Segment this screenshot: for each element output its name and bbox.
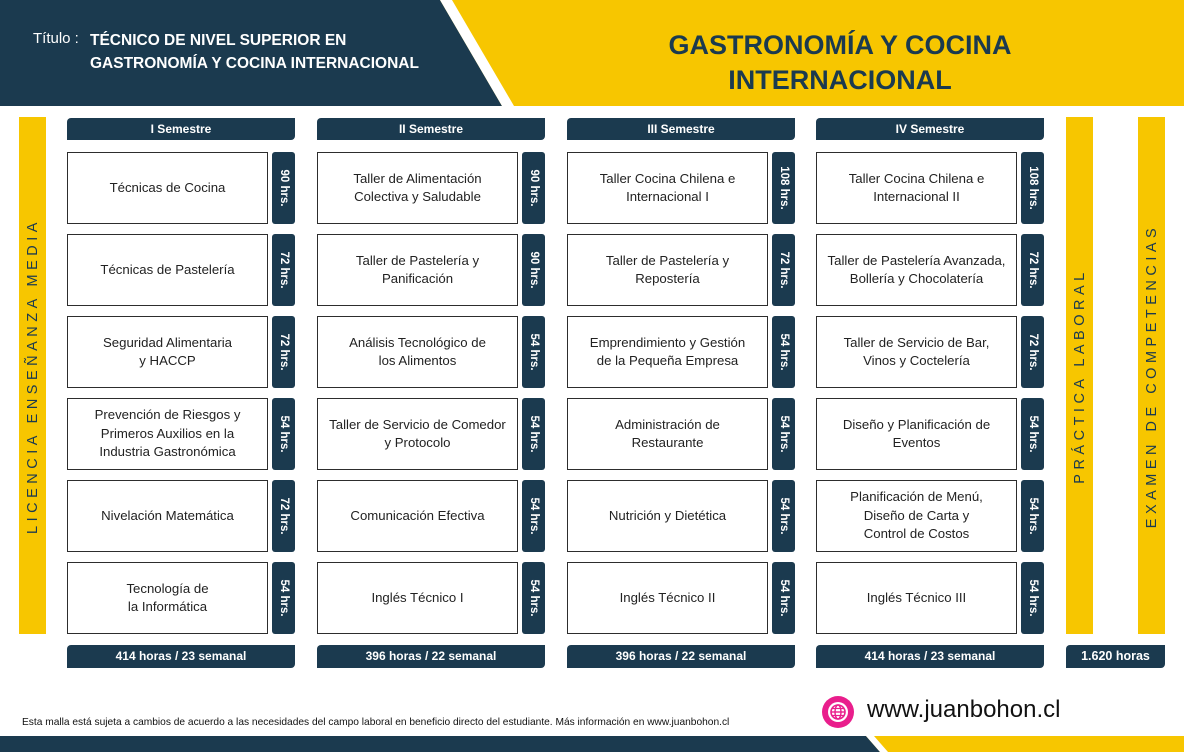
course-hours: 72 hrs. [1026,251,1039,289]
website-link[interactable]: www.juanbohon.cl [867,696,1061,723]
program-title-line: GASTRONOMÍA Y COCINA INTERNACIONAL [90,55,419,72]
course-name-line: Inglés Técnico I [371,589,464,605]
course-hours-badge [522,398,545,470]
course-name-line: Taller Cocina Chilena e [848,170,985,186]
course-hours: 90 hrs. [527,169,540,207]
course-hours: 54 hrs. [527,415,540,453]
course-hours-badge [772,562,795,634]
course-hours-badge [1021,480,1044,552]
course-card [816,398,1017,470]
course-name-line: Seguridad Alimentaria [102,334,233,350]
course-hours: 54 hrs. [527,579,540,617]
course-name-line: Prevención de Riesgos y [94,407,241,423]
course-hours: 54 hrs. [1026,497,1039,535]
course-name-line: Administración de [615,416,720,432]
course-name-line: Bollería y Chocolatería [849,271,984,286]
examen-bar [1138,117,1165,634]
course-hours-badge [522,152,545,224]
course-name-line: Taller de Servicio de Comedor [329,416,506,432]
course-hours: 54 hrs. [1026,415,1039,453]
course-name-line: Industria Gastronómica [99,444,236,460]
course-name-line: Nivelación Matemática [101,507,234,523]
course-hours: 72 hrs. [277,333,290,371]
course-name-line: Comunicación Efectiva [350,507,485,523]
course-card [567,480,768,552]
course-name-line: Emprendimiento y Gestión [589,334,746,350]
program-title-line: TÉCNICO DE NIVEL SUPERIOR EN [90,32,347,49]
semester-header: II Semestre [317,118,545,140]
course-name-line: Repostería [635,271,700,286]
course-card [67,562,268,634]
course-name-line: Nutrición y Dietética [608,507,727,523]
course-hours-badge [772,152,795,224]
course-name-line: Diseño de Carta y [863,507,970,523]
course-card [317,152,518,224]
course-hours: 54 hrs. [527,333,540,371]
footer-bar [0,736,1184,752]
course-hours: 108 hrs. [1026,166,1039,210]
globe-icon-glyph [822,696,854,728]
course-card [816,152,1017,224]
course-hours-badge [272,562,295,634]
course-card [567,152,768,224]
program-title [90,29,450,75]
course-hours-badge [1021,316,1044,388]
course-card [67,152,268,224]
course-hours-badge [772,234,795,306]
course-hours-badge [522,480,545,552]
course-name-line: Eventos [892,435,941,450]
course-hours: 54 hrs. [277,415,290,453]
course-name-line: Análisis Tecnológico de [349,334,486,350]
course-hours-badge [272,152,295,224]
course-name-line: Control de Costos [863,526,970,542]
course-name-line: y HACCP [139,353,196,368]
semester-header: I Semestre [67,118,295,140]
course-hours-badge [272,398,295,470]
total-hours: 1.620 horas [1066,645,1165,668]
licencia-bar [19,117,46,634]
course-hours: 54 hrs. [527,497,540,535]
course-name-line: Internacional I [626,189,709,204]
course-hours: 54 hrs. [777,333,790,371]
course-hours: 54 hrs. [777,579,790,617]
course-card [816,562,1017,634]
course-card [317,234,518,306]
course-hours: 54 hrs. [777,497,790,535]
course-hours: 72 hrs. [277,497,290,535]
course-hours-badge [1021,234,1044,306]
course-card [67,398,268,470]
course-hours: 54 hrs. [777,415,790,453]
course-name-line: Planificación de Menú, [850,489,983,505]
course-hours-badge [272,480,295,552]
course-card [67,480,268,552]
course-name-line: Taller Cocina Chilena e [599,170,736,186]
course-hours: 90 hrs. [277,169,290,207]
course-name-line: Taller de Alimentación [353,170,482,186]
course-name-line: Restaurante [631,435,704,450]
course-hours-badge [1021,398,1044,470]
course-name-line: de la Pequeña Empresa [596,353,739,368]
course-hours: 90 hrs. [527,251,540,289]
course-card [567,234,768,306]
course-name-line: la Informática [127,599,208,614]
course-hours: 54 hrs. [1026,579,1039,617]
course-hours-badge [772,316,795,388]
semester-header: IV Semestre [816,118,1044,140]
course-card [816,234,1017,306]
course-name-line: Técnicas de Cocina [109,179,226,195]
course-card [317,316,518,388]
semester-total: 396 horas / 22 semanal [567,645,795,668]
semester-header: III Semestre [567,118,795,140]
semester-total: 414 horas / 23 semanal [67,645,295,668]
course-name-line: Tecnología de [126,580,209,596]
course-hours-badge [772,480,795,552]
program-heading [640,28,1040,98]
course-hours: 72 hrs. [777,251,790,289]
course-name-line: Inglés Técnico III [866,589,967,605]
course-card [567,398,768,470]
course-hours-badge [522,316,545,388]
course-hours-badge [522,234,545,306]
course-name-line: Taller de Pastelería y [605,252,730,268]
course-card [317,398,518,470]
course-hours: 108 hrs. [777,166,790,210]
title-label: Título : [33,30,79,47]
footer-note: Esta malla está sujeta a cambios de acuerdo a las necesidades del campo laboral en beneficio directo del estudiante. Más información en www.juanbohon.cl [22,717,730,728]
course-hours: 72 hrs. [1026,333,1039,371]
course-hours: 72 hrs. [277,251,290,289]
course-name-line: Vinos y Coctelería [863,353,970,368]
course-name-line: Panificación [381,271,454,286]
course-hours-badge [772,398,795,470]
course-name-line: Primeros Auxilios en la [100,425,235,441]
practica-bar [1066,117,1093,634]
course-name-line: los Alimentos [378,353,457,368]
semester-total: 414 horas / 23 semanal [816,645,1044,668]
course-hours: 54 hrs. [277,579,290,617]
course-hours-badge [272,234,295,306]
course-name-line: Taller de Pastelería y [355,252,480,268]
licencia-label: LICENCIA ENSEÑANZA MEDIA [24,217,41,534]
course-name-line: Colectiva y Saludable [354,189,481,204]
course-card [317,480,518,552]
examen-label: EXAMEN DE COMPETENCIAS [1143,223,1160,528]
program-heading-line: GASTRONOMÍA Y COCINA [668,30,1012,60]
course-name-line: y Protocolo [384,435,451,450]
course-name-line: Técnicas de Pastelería [100,261,235,277]
course-card [567,562,768,634]
course-name-line: Inglés Técnico II [619,589,716,605]
course-hours-badge [522,562,545,634]
course-card [816,480,1017,552]
globe-icon[interactable] [822,696,854,728]
course-name-line: Internacional II [873,189,960,204]
program-heading-line: INTERNACIONAL [728,65,952,95]
course-name-line: Diseño y Planificación de [842,416,991,432]
course-card [816,316,1017,388]
course-hours-badge [1021,562,1044,634]
course-card [317,562,518,634]
course-card [567,316,768,388]
course-card [67,234,268,306]
practica-label: PRÁCTICA LABORAL [1071,267,1088,484]
semester-total: 396 horas / 22 semanal [317,645,545,668]
course-hours-badge [1021,152,1044,224]
course-card [67,316,268,388]
course-hours-badge [272,316,295,388]
course-name-line: Taller de Servicio de Bar, [843,334,990,350]
course-name-line: Taller de Pastelería Avanzada, [827,252,1006,268]
